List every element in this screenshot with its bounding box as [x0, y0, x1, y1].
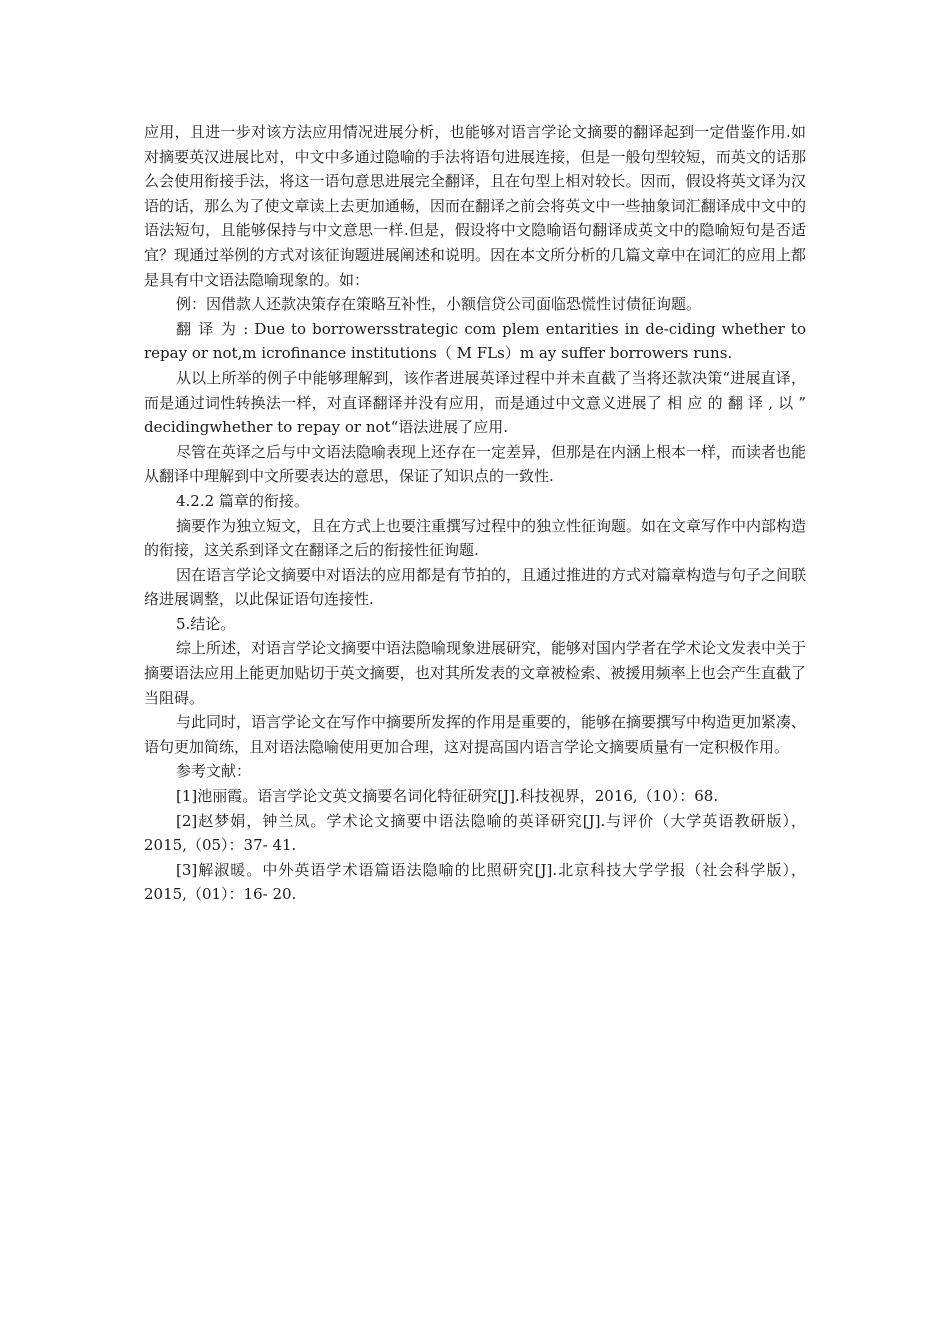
reference-item-2: [2]赵梦娟，钟兰凤。学术论文摘要中语法隐喻的英译研究[J].与评价（大学英语教研版），2015,（05）：37- 41. [144, 811, 806, 855]
paragraph-conclusion-1: 综上所述，对语言学论文摘要中语法隐喻现象进展研究，能够对国内学者在学术论文发表中关于摘要语法应用上能更加贴切于英文摘要，也对其所发表的文章被检索、被援用频率上也会产生直截了当阻碍。 [144, 639, 807, 707]
reference-item-3: [3]解淑暖。中外英语学术语篇语法隐喻的比照研究[J].北京科技大学学报（社会科学版），2015,（01）：16- 20. [144, 860, 806, 904]
paragraph-example: 例：因借款人还款决策存在策略互补性，小额信贷公司面临恐慌性讨债征询题。 [176, 295, 702, 314]
paragraph-analysis: 从以上所举的例子中能够理解到，该作者进展英译过程中并未直截了当将还款决策“进展直译，而是通过词性转换法一样，对直译翻译并没有应用，而是通过中文意义进展了 相 应 的 翻 译 , 以 ” decidingwhether to repay or not“语法进展了应用. [144, 368, 806, 437]
reference-item-1: [1]池丽霞。语言学论文英文摘要名词化特征研究[J].科技视界，2016,（10）：68. [176, 787, 719, 806]
section-heading-cohesion: 4.2.2 篇章的衔接。 [176, 491, 309, 510]
paragraph-intro: 应用，且进一步对该方法应用情况进展分析，也能够对语言学论文摘要的翻译起到一定借鉴作用.如对摘要英汉进展比对，中文中多通过隐喻的手法将语句进展连接，但是一般句型较短，而英文的话那么会使用衔接手法，将这一语句意思进展完全翻译，且在句型上相对较长。因而，假设将英文译为汉语的话，那么为了使文章读上去更加通畅，因而在翻译之前会将英文中一些抽象词汇翻译成中文中的语法短句，且能够保持与中文意思一样.但是，假设将中文隐喻语句翻译成英文中的隐喻短句是否适宜？现通过举例的方式对该征询题进展阐述和说明。因在本文所分析的几篇文章中在词汇的应用上都是具有中文语法隐喻现象的。如： [144, 123, 806, 289]
paragraph-consistency: 尽管在英译之后与中文语法隐喻表现上还存在一定差异，但那是在内涵上根本一样，而读者也能从翻译中理解到中文所要表达的意思，保证了知识点的一致性. [144, 442, 807, 486]
references-heading: 参考文献： [176, 762, 252, 781]
paragraph-translation: 翻 译 为 : Due to borrowersstrategic com plem entarities in de-ciding whether to repay or not,m icrofinance institutions（ M FLs）m ay suffer borrowers runs. [144, 319, 806, 363]
paragraph-conclusion-2: 与此同时，语言学论文在写作中摘要所发挥的作用是重要的，能够在摘要撰写中构造更加紧凑、语句更加简练，且对语法隐喻使用更加合理，这对提高国内语言学论文摘要质量有一定积极作用。 [144, 713, 807, 756]
section-heading-conclusion: 5.结论。 [176, 614, 236, 633]
document-body [144, 120, 806, 907]
paragraph-cohesion-1: 摘要作为独立短文，且在方式上也要注重撰写过程中的独立性征询题。如在文章写作中内部构造的衔接，这关系到译文在翻译之后的衔接性征询题. [144, 516, 807, 560]
paragraph-cohesion-2: 因在语言学论文摘要中对语法的应用都是有节拍的，且通过推进的方式对篇章构造与句子之间联络进展调整，以此保证语句连接性. [144, 565, 807, 609]
